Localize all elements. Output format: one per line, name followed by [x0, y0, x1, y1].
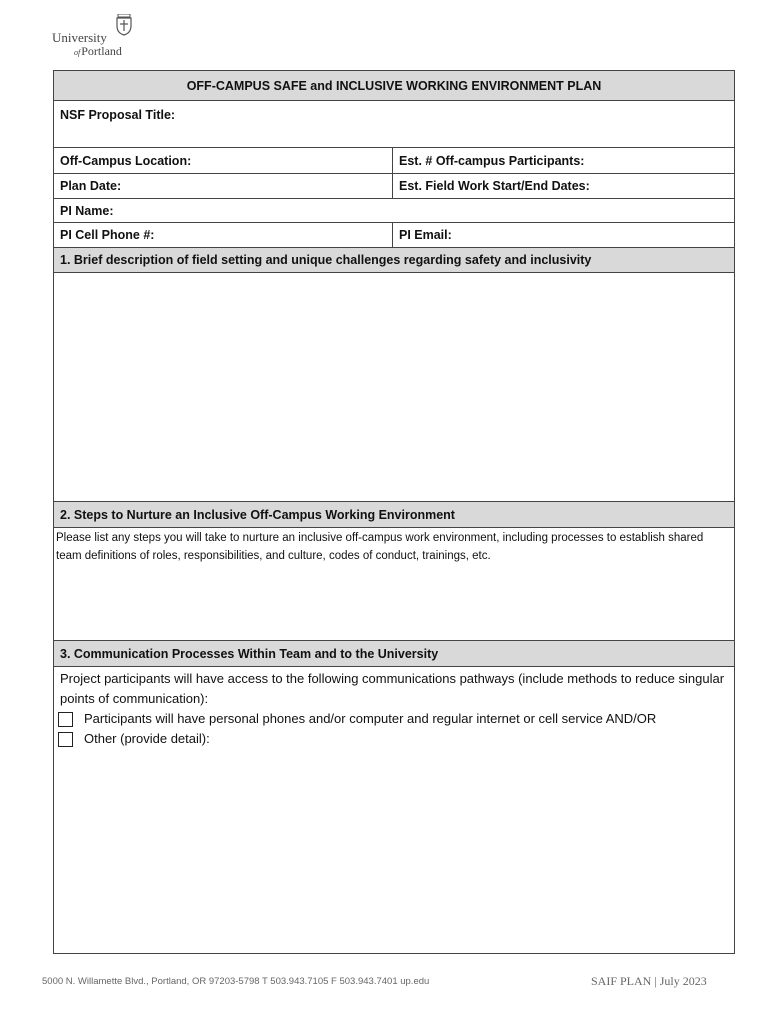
- university-logo: [52, 14, 142, 58]
- section3-title: 3. Communication Processes Within Team and to the University: [54, 641, 735, 667]
- personal-devices-checkbox[interactable]: [58, 712, 73, 727]
- logo-text-university: University: [52, 30, 107, 45]
- field-work-dates-field[interactable]: Est. Field Work Start/End Dates:: [393, 174, 735, 199]
- logo-text-portland: ofPortland: [74, 44, 122, 58]
- plan-form-table: [53, 70, 735, 954]
- section3-intro: Project participants will have access to the following communications pathways (include methods to reduce singular points of communication):: [60, 671, 725, 706]
- pi-email-field[interactable]: PI Email:: [393, 223, 735, 248]
- section2-response-area[interactable]: [54, 528, 735, 641]
- form-title: OFF-CAMPUS SAFE and INCLUSIVE WORKING ENVIRONMENT PLAN: [54, 71, 735, 101]
- nsf-proposal-title-field[interactable]: NSF Proposal Title:: [54, 101, 735, 148]
- pi-name-field[interactable]: PI Name:: [54, 199, 735, 223]
- crest-icon: [116, 14, 132, 36]
- participants-field[interactable]: Est. # Off-campus Participants:: [393, 148, 735, 174]
- section2-title: 2. Steps to Nurture an Inclusive Off-Campus Working Environment: [54, 502, 735, 528]
- section2-description: Please list any steps you will take to nurture an inclusive off-campus work environment, including processes to establish shared team definitions of roles, responsibilities, and culture, codes of conduct, trainings, etc.: [56, 532, 704, 562]
- personal-devices-label: Participants will have personal phones and/or computer and regular internet or cell service AND/OR: [84, 711, 657, 726]
- off-campus-location-field[interactable]: Off-Campus Location:: [54, 148, 393, 174]
- footer-plan-info: SAIF PLAN | July 2023: [591, 974, 707, 988]
- section1-title: 1. Brief description of field setting and unique challenges regarding safety and inclusivity: [54, 248, 735, 273]
- checkbox-row-other: [58, 729, 728, 749]
- other-checkbox[interactable]: [58, 732, 73, 747]
- other-label: Other (provide detail):: [84, 731, 210, 746]
- section1-response-area[interactable]: [54, 273, 735, 502]
- footer-address: 5000 N. Willamette Blvd., Portland, OR 97203-5798 T 503.943.7105 F 503.943.7401 up.edu: [42, 976, 430, 987]
- section3-response-area[interactable]: [54, 667, 735, 954]
- plan-date-field[interactable]: Plan Date:: [54, 174, 393, 199]
- checkbox-row-personal-devices: [58, 709, 728, 729]
- pi-phone-field[interactable]: PI Cell Phone #:: [54, 223, 393, 248]
